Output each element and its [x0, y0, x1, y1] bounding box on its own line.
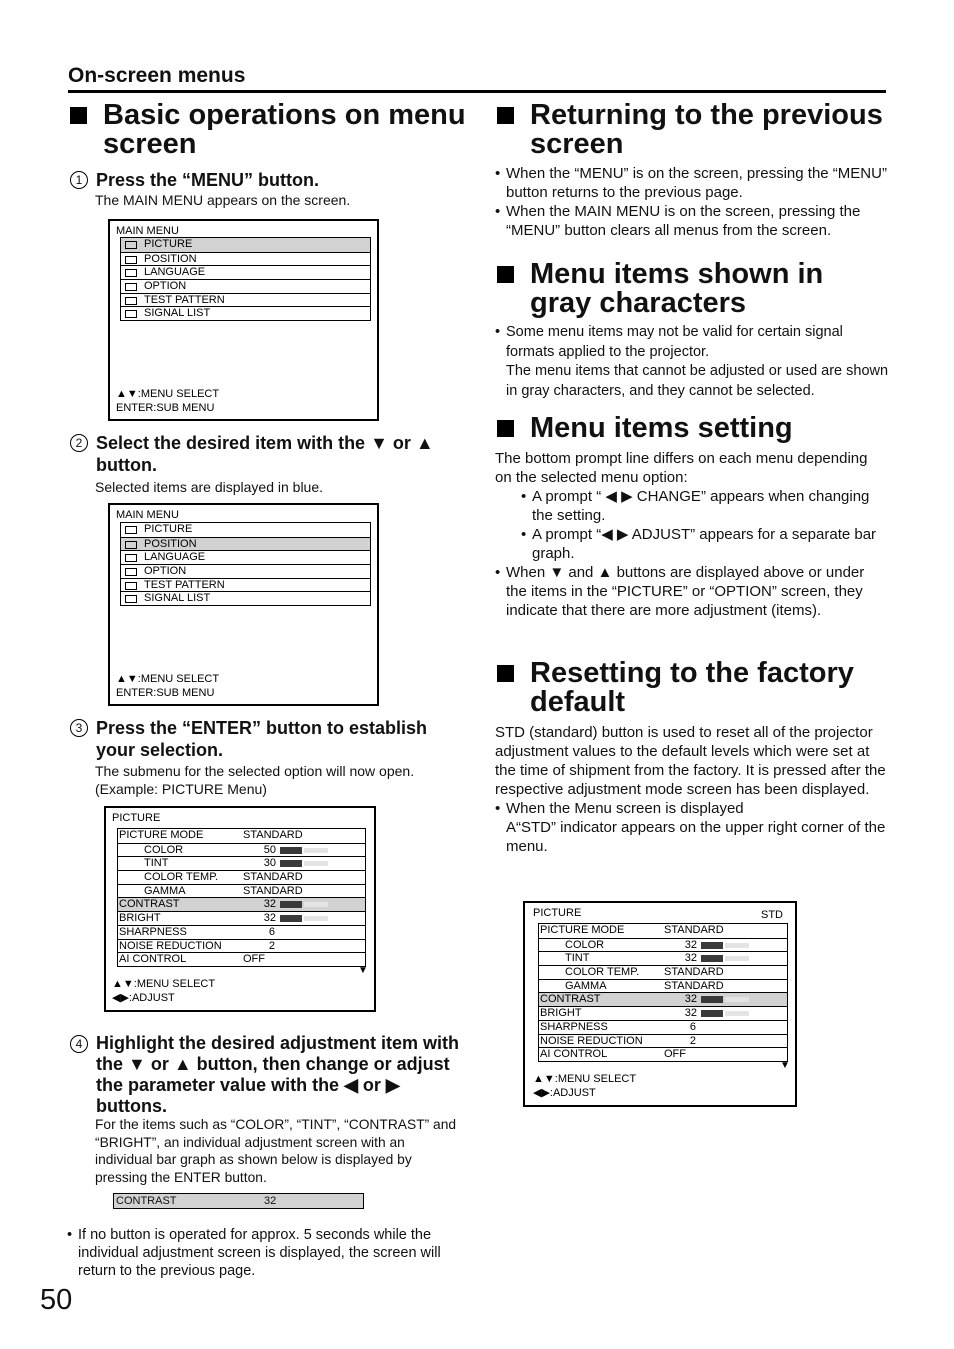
- signal-list-icon: [125, 310, 137, 318]
- step-4: 4 Highlight the desired adjustment item with the ▼ or ▲ button, then change or adjust the parameter value with the ◀ or ▶ buttons.: [70, 1033, 460, 1117]
- main-menu-screen-1: [108, 219, 379, 421]
- heading-gray-characters: Menu items shown in gray characters: [497, 260, 887, 318]
- language-icon: [125, 554, 137, 562]
- position-icon: [125, 256, 137, 264]
- bar-graph: [701, 1010, 749, 1017]
- menu-item-option[interactable]: OPTION: [121, 564, 370, 578]
- menu-item-test-pattern[interactable]: TEST PATTERN: [121, 578, 370, 592]
- menu-row-picture-mode[interactable]: PICTURE MODE STANDARD: [119, 829, 303, 841]
- main-menu-screen-2: [108, 503, 379, 706]
- menu-footer: ▲▼:MENU SELECT ◀▶:ADJUST: [112, 978, 216, 1004]
- main-menu-list: [120, 522, 371, 606]
- menu-item-test-pattern[interactable]: TEST PATTERN: [121, 293, 370, 307]
- step-2: 2 Select the desired item with the ▼ or ▲ button.: [70, 432, 460, 476]
- bar-graph: [701, 996, 749, 1003]
- menu-row-color-temp[interactable]: COLOR TEMP. STANDARD: [118, 870, 365, 884]
- header-rule: [68, 90, 886, 93]
- std-indicator: STD: [761, 909, 783, 921]
- menu-footer: ▲▼:MENU SELECT ◀▶:ADJUST: [533, 1073, 637, 1099]
- menu-item-option[interactable]: OPTION: [121, 279, 370, 293]
- menu-row-color[interactable]: 32 COLOR: [539, 938, 787, 952]
- square-bullet-icon: [497, 266, 514, 283]
- menu-title: MAIN MENU: [116, 225, 179, 237]
- picture-menu-list: [117, 828, 366, 967]
- menu-item-position[interactable]: POSITION: [121, 252, 370, 266]
- items-setting-text: The bottom prompt line differs on each menu depending on the selected menu option: • A prompt “ ◀ ▶ CHANGE” appears when changing the setting. • A prompt “◀ ▶ ADJUST” appears for a separate bar graph. • When ▼ and ▲ buttons are displayed above or under the items in the “PICTURE” or “OPTION” screen, they indicate that there are more adjustment (items).: [495, 449, 887, 620]
- factory-default-text: STD (standard) button is used to reset all of the projector adjustment values to the default levels which were set at the time of shipment from the factory. It is pressed after the respective adjustment mode screen has been displayed. • When the Menu screen is displayed A“STD” indicator appears on the upper right corner of the menu.: [495, 723, 887, 856]
- timeout-note: • If no button is operated for approx. 5 seconds while the individual adjustment screen is displayed, the screen will return to the previous page.: [67, 1226, 462, 1280]
- step-number-icon: 4: [70, 1035, 88, 1053]
- contrast-adjust-bar[interactable]: CONTRAST 32: [113, 1193, 364, 1209]
- menu-row-gamma[interactable]: GAMMA STANDARD: [539, 979, 787, 993]
- menu-title: MAIN MENU: [116, 509, 179, 521]
- heading-returning: Returning to the previous screen: [497, 101, 887, 159]
- step-1: 1 Press the “MENU” button.: [70, 169, 460, 191]
- test-pattern-icon: [125, 582, 137, 590]
- position-icon: [125, 541, 137, 549]
- section-header: On-screen menus: [68, 64, 246, 87]
- bar-graph: [701, 942, 749, 949]
- step-number-icon: 3: [70, 719, 88, 737]
- menu-row-color-temp[interactable]: COLOR TEMP. STANDARD: [539, 965, 787, 979]
- heading-basic-operations: Basic operations on menu screen: [70, 101, 470, 159]
- returning-text: • When the “MENU” is on the screen, pressing the “MENU” button returns to the previous page. • When the MAIN MENU is on the screen, pressing the “MENU” button clears all menus from the screen.: [495, 164, 887, 240]
- page-number: 50: [40, 1284, 73, 1316]
- main-menu-list: [120, 237, 371, 321]
- menu-footer: ▲▼:MENU SELECT ENTER:SUB MENU: [116, 673, 220, 699]
- step-1-desc: The MAIN MENU appears on the screen.: [95, 192, 351, 208]
- menu-row-color[interactable]: COLOR 50: [118, 843, 365, 857]
- language-icon: [125, 269, 137, 277]
- scroll-down-icon: ▼: [780, 1060, 790, 1071]
- picture-icon: [125, 241, 137, 249]
- step-4-desc: For the items such as “COLOR”, “TINT”, “CONTRAST” and “BRIGHT”, an individual adjustment screen with an individual bar graph as shown below is displayed by pressing the ENTER button.: [95, 1117, 457, 1185]
- picture-menu-screen-std: [523, 901, 797, 1107]
- bar-graph: [701, 955, 749, 962]
- picture-menu-list: [538, 923, 788, 1062]
- menu-row-ai-control[interactable]: AI CONTROL OFF: [118, 952, 365, 966]
- bar-graph: [280, 847, 328, 854]
- menu-row-sharpness[interactable]: SHARPNESS 6: [539, 1020, 787, 1034]
- square-bullet-icon: [497, 420, 514, 437]
- menu-item-signal-list[interactable]: SIGNAL LIST: [121, 591, 370, 605]
- menu-row-picture-mode[interactable]: PICTURE MODE STANDARD: [540, 924, 724, 936]
- menu-item-picture[interactable]: PICTURE: [121, 238, 370, 252]
- menu-row-ai-control[interactable]: AI CONTROL OFF: [539, 1047, 787, 1061]
- signal-list-icon: [125, 595, 137, 603]
- heading-items-setting: Menu items setting: [497, 414, 887, 443]
- menu-title: PICTURE: [533, 907, 582, 919]
- square-bullet-icon: [497, 107, 514, 124]
- menu-item-language[interactable]: LANGUAGE: [121, 265, 370, 279]
- square-bullet-icon: [497, 665, 514, 682]
- menu-row-gamma[interactable]: GAMMA STANDARD: [118, 884, 365, 898]
- menu-row-contrast[interactable]: CONTRAST 32: [539, 992, 787, 1006]
- menu-item-position[interactable]: POSITION: [121, 537, 370, 551]
- menu-item-language[interactable]: LANGUAGE: [121, 550, 370, 564]
- menu-item-signal-list[interactable]: SIGNAL LIST: [121, 306, 370, 320]
- heading-factory-default: Resetting to the factory default: [497, 659, 887, 717]
- menu-row-noise-reduction[interactable]: NOISE REDUCTION 2: [118, 939, 365, 953]
- option-icon: [125, 283, 137, 291]
- step-2-desc: Selected items are displayed in blue.: [95, 479, 324, 495]
- picture-icon: [125, 526, 137, 534]
- picture-menu-screen-1: [104, 806, 376, 1012]
- step-number-icon: 2: [70, 434, 88, 452]
- menu-row-tint[interactable]: TINT 30: [118, 856, 365, 870]
- scroll-down-icon: ▼: [358, 965, 368, 976]
- menu-row-noise-reduction[interactable]: NOISE REDUCTION 2: [539, 1034, 787, 1048]
- step-3-desc: The submenu for the selected option will now open. (Example: PICTURE Menu): [95, 763, 415, 797]
- menu-footer: ▲▼:MENU SELECT ENTER:SUB MENU: [116, 388, 220, 414]
- menu-row-sharpness[interactable]: SHARPNESS 6: [118, 925, 365, 939]
- step-number-icon: 1: [70, 171, 88, 189]
- menu-item-picture[interactable]: PICTURE: [121, 523, 370, 537]
- square-bullet-icon: [70, 107, 87, 124]
- menu-row-tint[interactable]: 32 TINT: [539, 951, 787, 965]
- bar-graph: [280, 915, 328, 922]
- menu-row-contrast[interactable]: CONTRAST 32: [118, 897, 365, 911]
- menu-row-bright[interactable]: BRIGHT 32: [539, 1006, 787, 1020]
- step-3: 3 Press the “ENTER” button to establish your selection.: [70, 717, 460, 761]
- gray-characters-text: • Some menu items may not be valid for certain signal formats applied to the projector. The menu items that cannot be adjusted or used are shown in gray characters, and they cannot be selected.: [495, 323, 890, 401]
- menu-title: PICTURE: [112, 812, 161, 824]
- bar-graph: [280, 901, 328, 908]
- menu-row-bright[interactable]: BRIGHT 32: [118, 911, 365, 925]
- option-icon: [125, 568, 137, 576]
- test-pattern-icon: [125, 297, 137, 305]
- bar-graph: [280, 860, 328, 867]
